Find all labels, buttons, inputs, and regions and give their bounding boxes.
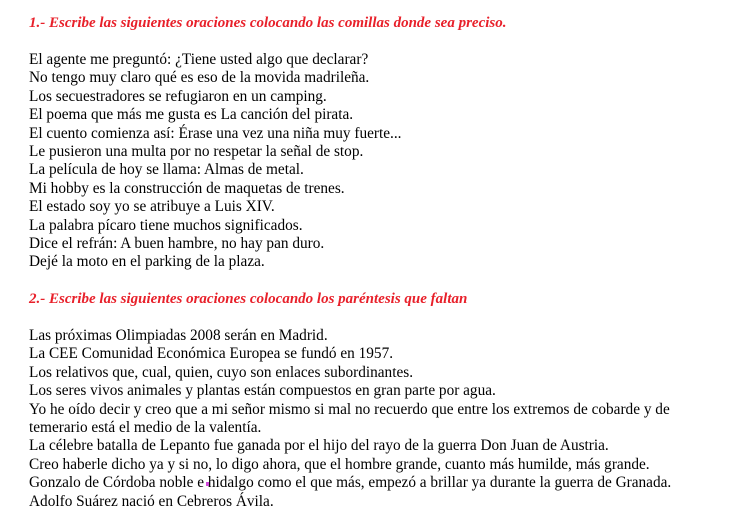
sentence: Los secuestradores se refugiaron en un camping.	[29, 87, 327, 105]
sentence: Los relativos que, cual, quien, cuyo son enlaces subordinantes.	[29, 363, 414, 381]
sentence	[29, 474, 729, 492]
section-2-title: 2.- Escribe las siguientes oraciones colocando los paréntesis que faltan	[29, 291, 468, 307]
sentence: La palabra pícaro tiene muchos significados.	[29, 216, 303, 234]
section-2-sentence-list	[29, 327, 729, 511]
sentence: Creo haberle dicho ya y si no, lo digo ahora, que el hombre grande, cuanto más humilde, más grande.	[29, 455, 650, 473]
sentence: Las próximas Olimpiadas 2008 serán en Madrid.	[29, 327, 328, 344]
sentence-part: hidalgo como el que más, empezó a brillar ya durante la guerra de Granada.	[207, 474, 672, 492]
sentence: La célebre batalla de Lepanto fue ganada por el hijo del rayo de la guerra Don Juan de Austria.	[29, 437, 609, 455]
sentence: El poema que más me gusta es La canción del pirata.	[29, 106, 354, 124]
section-1-sentence-list	[29, 51, 729, 272]
sentence: La CEE Comunidad Económica Europea se fundó en 1957.	[29, 345, 394, 363]
sentence: Dejé la moto en el parking de la plaza.	[29, 253, 265, 271]
sentence: La película de hoy se llama: Almas de metal.	[29, 161, 304, 179]
sentence: Los seres vivos animales y plantas están compuestos en gran parte por agua.	[29, 382, 496, 400]
section-1-title: 1.- Escribe las siguientes oraciones colocando las comillas donde sea preciso.	[29, 15, 507, 31]
sentence: El agente me preguntó: ¿Tiene usted algo que declarar?	[29, 51, 369, 68]
sentence-part: Gonzalo de Córdoba noble e	[29, 474, 205, 492]
sentence: El cuento comienza así: Érase una vez una niña muy fuerte...	[29, 124, 402, 142]
sentence: Yo he oído decir y creo que a mi señor mismo si mal no recuerdo que entre los extremos de cobarde y de temerario está el medio de la valentía.	[29, 400, 670, 437]
sentence: El estado soy yo se atribuye a Luis XIV.	[29, 198, 275, 216]
sentence: Adolfo Suárez nació en Cebreros Ávila.	[29, 492, 274, 510]
sentence: No tengo muy claro qué es eso de la movida madrileña.	[29, 69, 370, 87]
sentence: Le pusieron una multa por no respetar la señal de stop.	[29, 143, 364, 161]
sentence: Dice el refrán: A buen hambre, no hay pan duro.	[29, 235, 325, 253]
sentence: Mi hobby es la construcción de maquetas de trenes.	[29, 179, 345, 197]
